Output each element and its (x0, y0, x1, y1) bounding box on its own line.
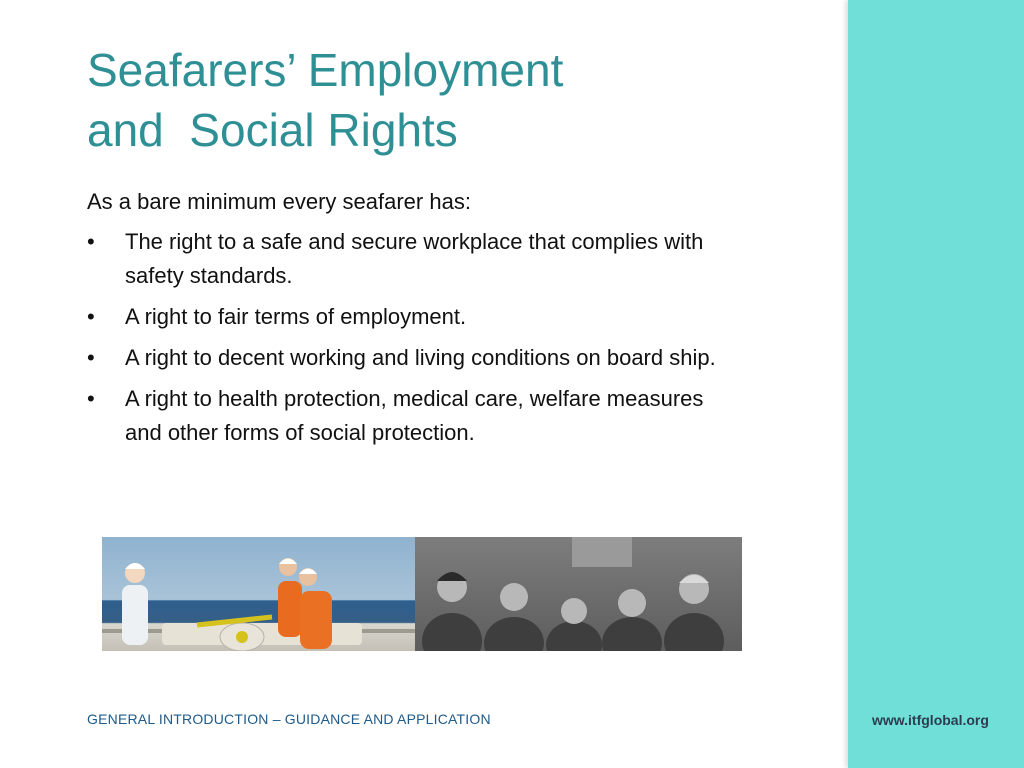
bullet-text: A right to fair terms of employment. (125, 304, 467, 329)
crew-portrait-photo (415, 537, 742, 651)
bullet-text: A right to decent working and living conditions on board ship. (125, 345, 716, 370)
bullet-item (87, 300, 727, 334)
bullet-marker: • (87, 304, 95, 329)
slide-body (87, 185, 727, 457)
bullet-marker: • (87, 345, 95, 370)
bullet-text: A right to health protection, medical care, welfare measures and other forms of social protection. (125, 386, 704, 445)
bullet-list (87, 225, 727, 450)
bullet-item (87, 382, 727, 450)
bullet-item (87, 225, 727, 293)
bullet-text: The right to a safe and secure workplace that complies with safety standards. (125, 229, 704, 288)
footer-website[interactable]: www.itfglobal.org (872, 712, 989, 728)
slide-title-line-1: Seafarers’ Employment (87, 44, 564, 96)
bullet-marker: • (87, 229, 95, 254)
deck-crew-photo (102, 537, 415, 651)
footer-section-label: GENERAL INTRODUCTION – GUIDANCE AND APPLICATION (87, 711, 491, 727)
slide-title (87, 40, 787, 160)
sidebar-panel (848, 0, 1024, 768)
slide-title-line-2: and Social Rights (87, 104, 458, 156)
bullet-item (87, 341, 727, 375)
intro-text: As a bare minimum every seafarer has: (87, 189, 471, 214)
seafarers-photo-strip (102, 537, 742, 651)
bullet-marker: • (87, 386, 95, 411)
